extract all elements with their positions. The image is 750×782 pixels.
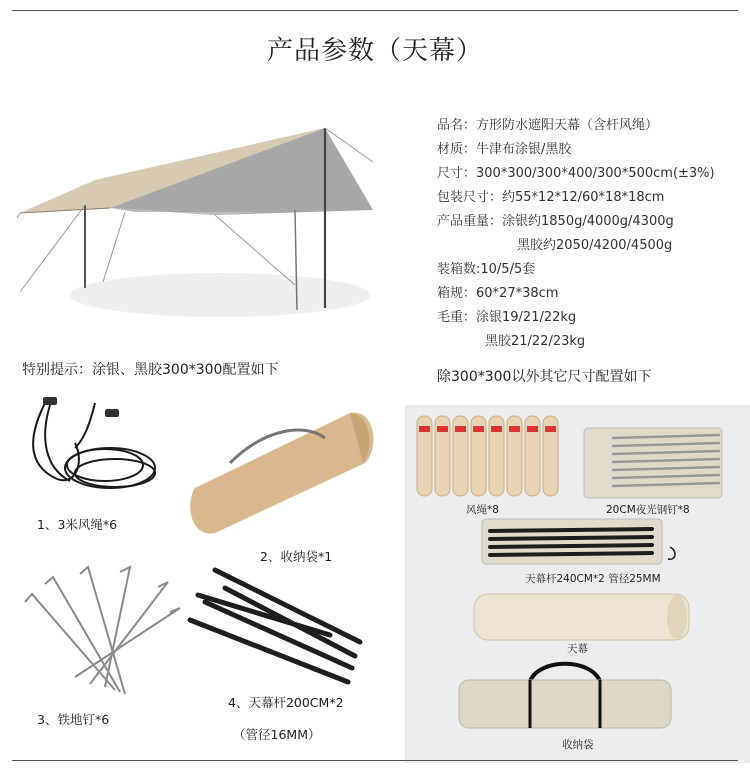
right-stakes-bag <box>582 413 732 501</box>
left-caption-rope: 1、3米风绳*6 <box>37 517 118 532</box>
right-caption-tarp: 天幕 <box>567 643 588 655</box>
stakes-image <box>20 562 185 697</box>
right-caption-bag: 收纳袋 <box>562 739 594 751</box>
right-caption-poles: 天幕杆240CM*2 管径25MM <box>525 573 661 585</box>
left-caption-bag: 2、收纳袋*1 <box>260 549 333 564</box>
right-tarp-image <box>472 592 692 642</box>
spec-material: 材质：牛津布涂银/黑胶 <box>437 142 572 157</box>
top-divider <box>12 10 738 11</box>
poles-image <box>180 560 370 690</box>
spec-box-size: 箱规：60*27*38cm <box>437 286 559 301</box>
rope-tensioner-1 <box>43 397 57 405</box>
bag-image <box>185 408 380 538</box>
tarp-illustration <box>15 120 380 330</box>
spec-weight-black: 黑胶约2050/4200/4500g <box>517 238 673 253</box>
right-caption-rope: 风绳*8 <box>466 504 499 516</box>
left-caption-poles: 4、天幕杆200CM*2 <box>228 695 344 710</box>
page-title: 产品参数（天幕） <box>266 36 483 66</box>
bottom-divider <box>12 760 738 761</box>
spec-box-qty: 装箱数:10/5/5套 <box>437 262 536 277</box>
left-caption-stakes: 3、铁地钉*6 <box>37 712 110 727</box>
rope-tensioner-2 <box>105 409 119 417</box>
note-left: 特别提示：涂银、黑胶300*300配置如下 <box>22 362 279 378</box>
right-bag-handle <box>530 664 600 681</box>
right-bag-image <box>455 656 675 731</box>
right-caption-stakes: 20CM夜光钢钉*8 <box>606 504 690 516</box>
rope-image <box>15 393 165 503</box>
spec-name: 品名：方形防水遮阳天幕（含杆风绳） <box>437 118 659 133</box>
spec-size: 尺寸：300*300/300*400/300*500cm(±3%) <box>437 166 715 181</box>
right-rope-bundles <box>415 408 560 500</box>
spec-gross-black: 黑胶21/22/23kg <box>485 334 586 349</box>
spec-package-size: 包装尺寸：约55*12*12/60*18*18cm <box>437 190 665 205</box>
spec-weight: 产品重量：涂银约1850g/4000g/4300g <box>437 214 674 229</box>
spec-gross: 毛重：涂银19/21/22kg <box>437 310 577 325</box>
left-caption-pole-diameter: （管径16MM） <box>233 727 321 742</box>
right-poles-image <box>480 517 680 567</box>
note-right: 除300*300以外其它尺寸配置如下 <box>437 369 652 385</box>
